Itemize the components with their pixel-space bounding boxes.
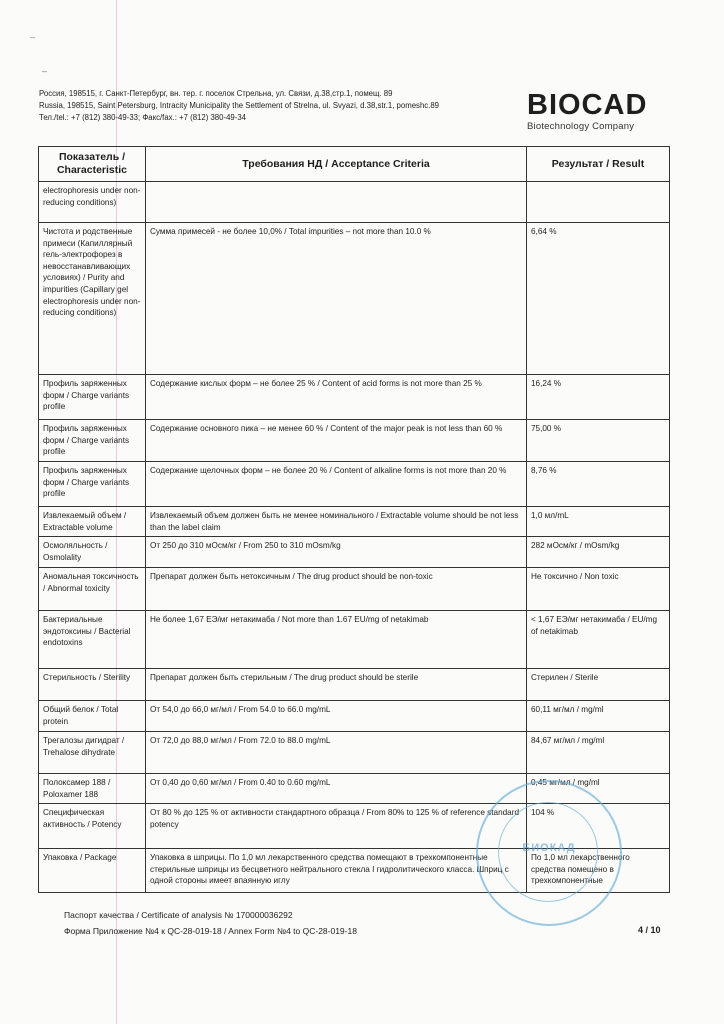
- scan-mark: –: [30, 32, 36, 42]
- table-row: [39, 701, 670, 732]
- table-row: [39, 537, 670, 568]
- cell-criteria: Извлекаемый объем должен быть не менее номинального / Extractable volume should be not less than the label claim: [146, 507, 527, 537]
- cell-criteria: Сумма примесей - не более 10,0% / Total impurities – not more than 10.0 %: [146, 223, 527, 375]
- contact-line: Тел./tel.: +7 (812) 380-49-33; Факс/fax.: +7 (812) 380-49-34: [39, 113, 247, 122]
- cell-criteria: Содержание щелочных форм – не более 20 % / Content of alkaline forms is not more than 20 %: [146, 462, 527, 507]
- cell-criteria: От 54,0 до 66,0 мг/мл / From 54.0 to 66.0 mg/mL: [146, 701, 527, 732]
- cell-characteristic: Профиль заряженных форм / Charge variants profile: [39, 420, 146, 462]
- cell-characteristic: Стерильность / Sterility: [39, 669, 146, 701]
- cell-characteristic: electrophoresis under non-reducing conditions): [39, 182, 146, 223]
- cell-criteria: Не более 1,67 ЕЭ/мг нетакимаба / Not more than 1.67 EU/mg of netakimab: [146, 611, 527, 669]
- table-row: [39, 507, 670, 537]
- cell-result: 282 мОсм/кг / mOsm/kg: [527, 537, 670, 568]
- cell-result: 16,24 %: [527, 375, 670, 420]
- cell-characteristic: Профиль заряженных форм / Charge variants profile: [39, 375, 146, 420]
- cell-result: Не токсично / Non toxic: [527, 568, 670, 611]
- page-number: 4 / 10: [638, 925, 661, 935]
- table-header-row: [39, 147, 670, 182]
- table-row: [39, 375, 670, 420]
- table-row: [39, 774, 670, 804]
- address-line-ru: Россия, 198515, г. Санкт-Петербург, вн. тер. г. поселок Стрельна, ул. Связи, д.38,стр.1, помещ. 89: [39, 89, 393, 98]
- logo-wordmark: BIOCAD: [527, 89, 648, 121]
- cell-criteria: [146, 182, 527, 223]
- company-logo: [527, 90, 667, 132]
- table-row: [39, 420, 670, 462]
- stamp-text: БИОКАД: [522, 842, 576, 854]
- table-row: [39, 611, 670, 669]
- cell-result: 6,64 %: [527, 223, 670, 375]
- scan-mark: –: [42, 66, 48, 76]
- footer-certificate: Паспорт качества / Certificate of analysis № 170000036292: [64, 910, 293, 920]
- cell-characteristic: Общий белок / Total protein: [39, 701, 146, 732]
- table-row: [39, 223, 670, 375]
- cell-criteria: Препарат должен быть нетоксичным / The drug product should be non-toxic: [146, 568, 527, 611]
- cell-result: 60,11 мг/мл / mg/ml: [527, 701, 670, 732]
- table-row: [39, 182, 670, 223]
- cell-result: < 1,67 ЕЭ/мг нетакимаба / EU/mg of netakimab: [527, 611, 670, 669]
- cell-result: [527, 182, 670, 223]
- cell-characteristic: Полоксамер 188 / Poloxamer 188: [39, 774, 146, 804]
- cell-criteria: Содержание основного пика – не менее 60 % / Content of the major peak is not less than 60 %: [146, 420, 527, 462]
- cell-criteria: Препарат должен быть стерильным / The drug product should be sterile: [146, 669, 527, 701]
- cell-characteristic: Профиль заряженных форм / Charge variants profile: [39, 462, 146, 507]
- cell-result: 75,00 %: [527, 420, 670, 462]
- certificate-table: [38, 146, 670, 893]
- table-row: [39, 849, 670, 893]
- cell-criteria: Содержание кислых форм – не более 25 % / Content of acid forms is not more than 25 %: [146, 375, 527, 420]
- cell-characteristic: Трегалозы дигидрат / Trehalose dihydrate: [39, 732, 146, 774]
- cell-characteristic: Специфическая активность / Potency: [39, 804, 146, 849]
- cell-result: Стерилен / Sterile: [527, 669, 670, 701]
- table-row: [39, 804, 670, 849]
- header-result: Результат / Result: [527, 147, 670, 182]
- table-row: [39, 732, 670, 774]
- cell-result: 0,45 мг/мл / mg/ml: [527, 774, 670, 804]
- cell-criteria: От 80 % до 125 % от активности стандартного образца / From 80% to 125 % of reference standard potency: [146, 804, 527, 849]
- address-line-en: Russia, 198515, Saint Petersburg, Intracity Municipality the Settlement of Strelna, ul. Svyazi, d.38,str.1, pomeshc.89: [39, 101, 440, 110]
- cell-result: По 1,0 мл лекарственного средства помещено в трехкомпонентные: [527, 849, 670, 893]
- table-row: [39, 669, 670, 701]
- cell-characteristic: Извлекаемый объем / Extractable volume: [39, 507, 146, 537]
- cell-characteristic: Чистота и родственные примеси (Капиллярный гель-электрофорез в невосстанавливающих условиях) / Purity and impurities (Capillary gel electrophoresis under non-reducing conditions): [39, 223, 146, 375]
- company-address: [39, 88, 439, 124]
- cell-characteristic: Осмоляльность / Osmolality: [39, 537, 146, 568]
- table-row: [39, 462, 670, 507]
- cell-criteria: От 72,0 до 88,0 мг/мл / From 72.0 to 88.0 mg/mL: [146, 732, 527, 774]
- cell-result: 8,76 %: [527, 462, 670, 507]
- footer-form: Форма Приложение №4 к QC-28-019-18 / Annex Form №4 to QC-28-019-18: [64, 926, 357, 936]
- cell-characteristic: Упаковка / Package: [39, 849, 146, 893]
- cell-result: 1,0 мл/mL: [527, 507, 670, 537]
- table-row: [39, 568, 670, 611]
- cell-criteria: От 250 до 310 мОсм/кг / From 250 to 310 mOsm/kg: [146, 537, 527, 568]
- header-characteristic: Показатель / Characteristic: [39, 147, 146, 182]
- cell-characteristic: Бактериальные эндотоксины / Bacterial endotoxins: [39, 611, 146, 669]
- cell-characteristic: Аномальная токсичность / Abnormal toxicity: [39, 568, 146, 611]
- header-criteria: Требования НД / Acceptance Criteria: [146, 147, 527, 182]
- logo-subtitle: Biotechnology Company: [527, 121, 635, 132]
- cell-result: 104 %: [527, 804, 670, 849]
- cell-result: 84,67 мг/мл / mg/ml: [527, 732, 670, 774]
- cell-criteria: Упаковка в шприцы. По 1,0 мл лекарственного средства помещают в трехкомпонентные стерильные шприцы из бесцветного нейтрального стекла I гидролитического класса. Шприц с одной стороны имеет впаянную иглу: [146, 849, 527, 893]
- cell-criteria: От 0,40 до 0,60 мг/мл / From 0.40 to 0.60 mg/mL: [146, 774, 527, 804]
